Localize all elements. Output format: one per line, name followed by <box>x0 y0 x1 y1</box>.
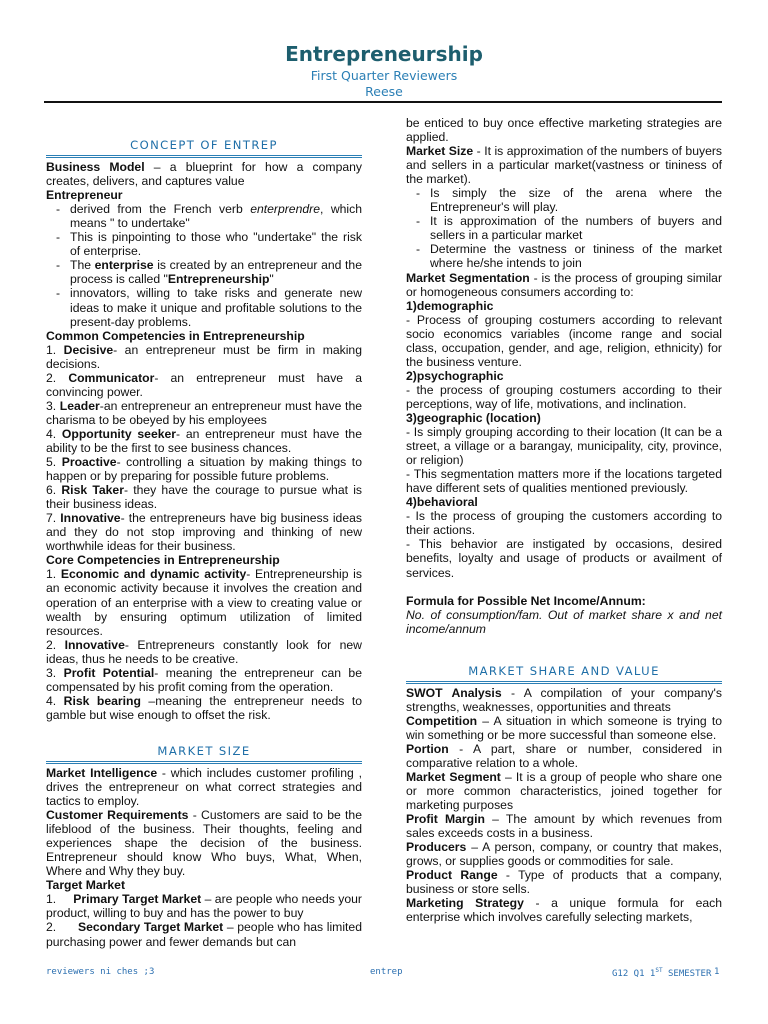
competency-item: 2. Communicator- an entrepreneur must have a convincing power. <box>46 370 362 399</box>
psychographic-heading: 2)psychographic <box>406 368 504 383</box>
list-item: - Determine the vastness or tininess of the market where he/she intends to join <box>415 242 722 271</box>
competency-item: 7. Innovative- the entrepreneurs have big business ideas and they do not stop improving and thinking of new worthwhile ideas for their business. <box>46 511 362 554</box>
entrepreneur-heading: Entrepreneur <box>46 188 123 203</box>
secondary-target-paragraph: 2. Secondary Target Market – people who has limited purchasing power and fewer demands but can <box>46 920 366 949</box>
common-competencies-heading: Common Competencies in Entrepreneurship <box>46 328 305 343</box>
core-item: 4. Risk bearing –meaning the entrepreneur needs to gamble but wise enough to offset the risk. <box>46 693 362 722</box>
core-item: 2. Innovative- Entrepreneurs constantly look for new ideas, thus he needs to be creative. <box>46 637 362 666</box>
producers-paragraph: Producers – A person, company, or country that makes, grows, or supplies goods or commodities for sale. <box>406 840 722 869</box>
document-author: Reese <box>365 84 403 99</box>
behavioral-text-2: - This behavior are instigated by occasions, desired benefits, loyalty and usage of products or availment of services. <box>406 537 722 580</box>
list-item: - Is simply the size of the arena where the Entrepreneur's will play. <box>415 186 722 215</box>
geographic-text: - Is simply grouping according to their location (It can be a street, a village or a barangay, municipality, city, province, or religion) <box>406 425 722 468</box>
spacer <box>406 580 722 594</box>
product-range-paragraph: Product Range - Type of products that a company, business or store sells. <box>406 868 722 897</box>
continued-paragraph: be enticed to buy once effective marketing strategies are applied. <box>406 116 722 145</box>
business-model-paragraph: Business Model – a blueprint for how a company creates, delivers, and captures value <box>46 160 363 189</box>
behavioral-heading: 4)behavioral <box>406 495 478 510</box>
market-intelligence-paragraph: Market Intelligence - which includes customer profiling , drives the entrepreneur on what correct strategies and tactics to employ. <box>46 765 362 809</box>
competency-item: 4. Opportunity seeker- an entrepreneur must have the ability to be the first to see business chances. <box>46 426 362 455</box>
entrepreneur-list <box>46 202 362 328</box>
header-rule <box>44 101 722 103</box>
behavioral-text: - Is the process of grouping the customers according to their actions. <box>406 509 722 538</box>
footer-center: entrep <box>370 967 403 977</box>
section-heading-market-share: MARKET SHARE AND VALUE <box>406 664 722 684</box>
spacer <box>406 636 722 664</box>
section-heading-concept: CONCEPT OF ENTREP <box>46 138 362 158</box>
list-item: - The enterprise is created by an entrepreneur and the process is called "Entrepreneurship" <box>55 258 362 287</box>
market-segmentation-paragraph: Market Segmentation - is the process of grouping similar or homogeneous consumers according to: <box>406 270 722 299</box>
demographic-text: - Process of grouping costumers according to relevant socio economics variables (income range and social class, occupation, gender, and age, religion, ethnicity) for the business venture. <box>406 312 722 369</box>
marketing-strategy-paragraph: Marketing Strategy - a unique formula for each enterprise which involves carefully selecting markets, <box>406 896 723 925</box>
market-segment-paragraph: Market Segment – It is a group of people who share one or more common characteristics, joined together for marketing purposes <box>406 770 722 813</box>
demographic-heading: 1)demographic <box>406 298 494 313</box>
customer-requirements-paragraph: Customer Requirements - Customers are said to be the lifeblood of the business. Their thoughts, feeling and experiences shape the decision of the business. Entrepreneur should know Who buys, What, When, Where and Why they buy. <box>46 808 362 879</box>
competency-item: 3. Leader-an entrepreneur an entrepreneur must have the charisma to be obeyed by his employees <box>46 398 362 427</box>
competency-item: 1. Decisive- an entrepreneur must be firm in making decisions. <box>46 342 362 371</box>
spacer <box>46 116 362 138</box>
right-column <box>406 116 722 925</box>
core-competencies-heading: Core Competencies in Entrepreneurship <box>46 553 280 568</box>
footer-left: reviewers ni ches ;3 <box>46 967 155 977</box>
formula-text: No. of consumption/fam. Out of market share x and net income/annum <box>406 607 722 636</box>
list-item: - It is approximation of the numbers of buyers and sellers in a particular market <box>415 214 722 243</box>
page-number: 1 <box>714 967 720 977</box>
target-market-heading: Target Market <box>46 878 126 893</box>
competency-item: 5. Proactive- controlling a situation by making things to happen or by preparing for possible future problems. <box>46 455 362 484</box>
document-title: Entrepreneurship <box>285 42 483 66</box>
core-item: 1. Economic and dynamic activity- Entrepreneurship is an economic activity because it involves the creation and operation of an enterprise with a view to creating value or wealth by ensuring optimum utilization of limited resources. <box>46 567 362 638</box>
footer-semester: G12 Q1 1ST SEMESTER <box>612 967 712 979</box>
section-heading-market-size: MARKET SIZE <box>46 744 362 764</box>
competition-paragraph: Competition – A situation in which someone is trying to win something or be more successful than someone else. <box>406 713 722 742</box>
profit-margin-paragraph: Profit Margin – The amount by which revenues from sales exceeds costs in a business. <box>406 812 722 841</box>
core-item: 3. Profit Potential- meaning the entrepreneur can be compensated by his profit coming from the operation. <box>46 665 362 694</box>
competency-item: 6. Risk Taker- they have the courage to pursue what is their business ideas. <box>46 483 362 512</box>
spacer <box>46 722 362 744</box>
left-column <box>46 116 366 949</box>
list-item: - innovators, willing to take risks and generate new ideas to make it unique and profitable solutions to the present-day problems. <box>55 286 362 329</box>
formula-heading: Formula for Possible Net Income/Annum: <box>406 593 646 608</box>
geographic-heading: 3)geographic (location) <box>406 410 541 425</box>
document-subtitle: First Quarter Reviewers <box>310 68 458 83</box>
psychographic-text: - the process of grouping costumers according to their perceptions, way of life, motivations, and inclination. <box>406 382 722 411</box>
market-size-list <box>406 186 722 270</box>
primary-target-paragraph: 1. Primary Target Market – are people who needs your product, willing to buy and has the power to buy <box>46 892 366 921</box>
market-size-paragraph: Market Size - It is approximation of the numbers of buyers and sellers in a particular market(vastness or tininess of the market). <box>406 144 722 187</box>
list-item: - derived from the French verb enterprendre, which means " to undertake" <box>55 202 362 231</box>
portion-paragraph: Portion - A part, share or number, considered in comparative relation to a whole. <box>406 741 722 770</box>
swot-paragraph: SWOT Analysis - A compilation of your company's strengths, weaknesses, opportunities and threats <box>406 685 722 714</box>
geographic-text-2: - This segmentation matters more if the locations targeted have different sets of qualities mentioned previously. <box>406 467 722 496</box>
list-item: - This is pinpointing to those who "undertake" the risk of enterprise. <box>55 230 362 259</box>
